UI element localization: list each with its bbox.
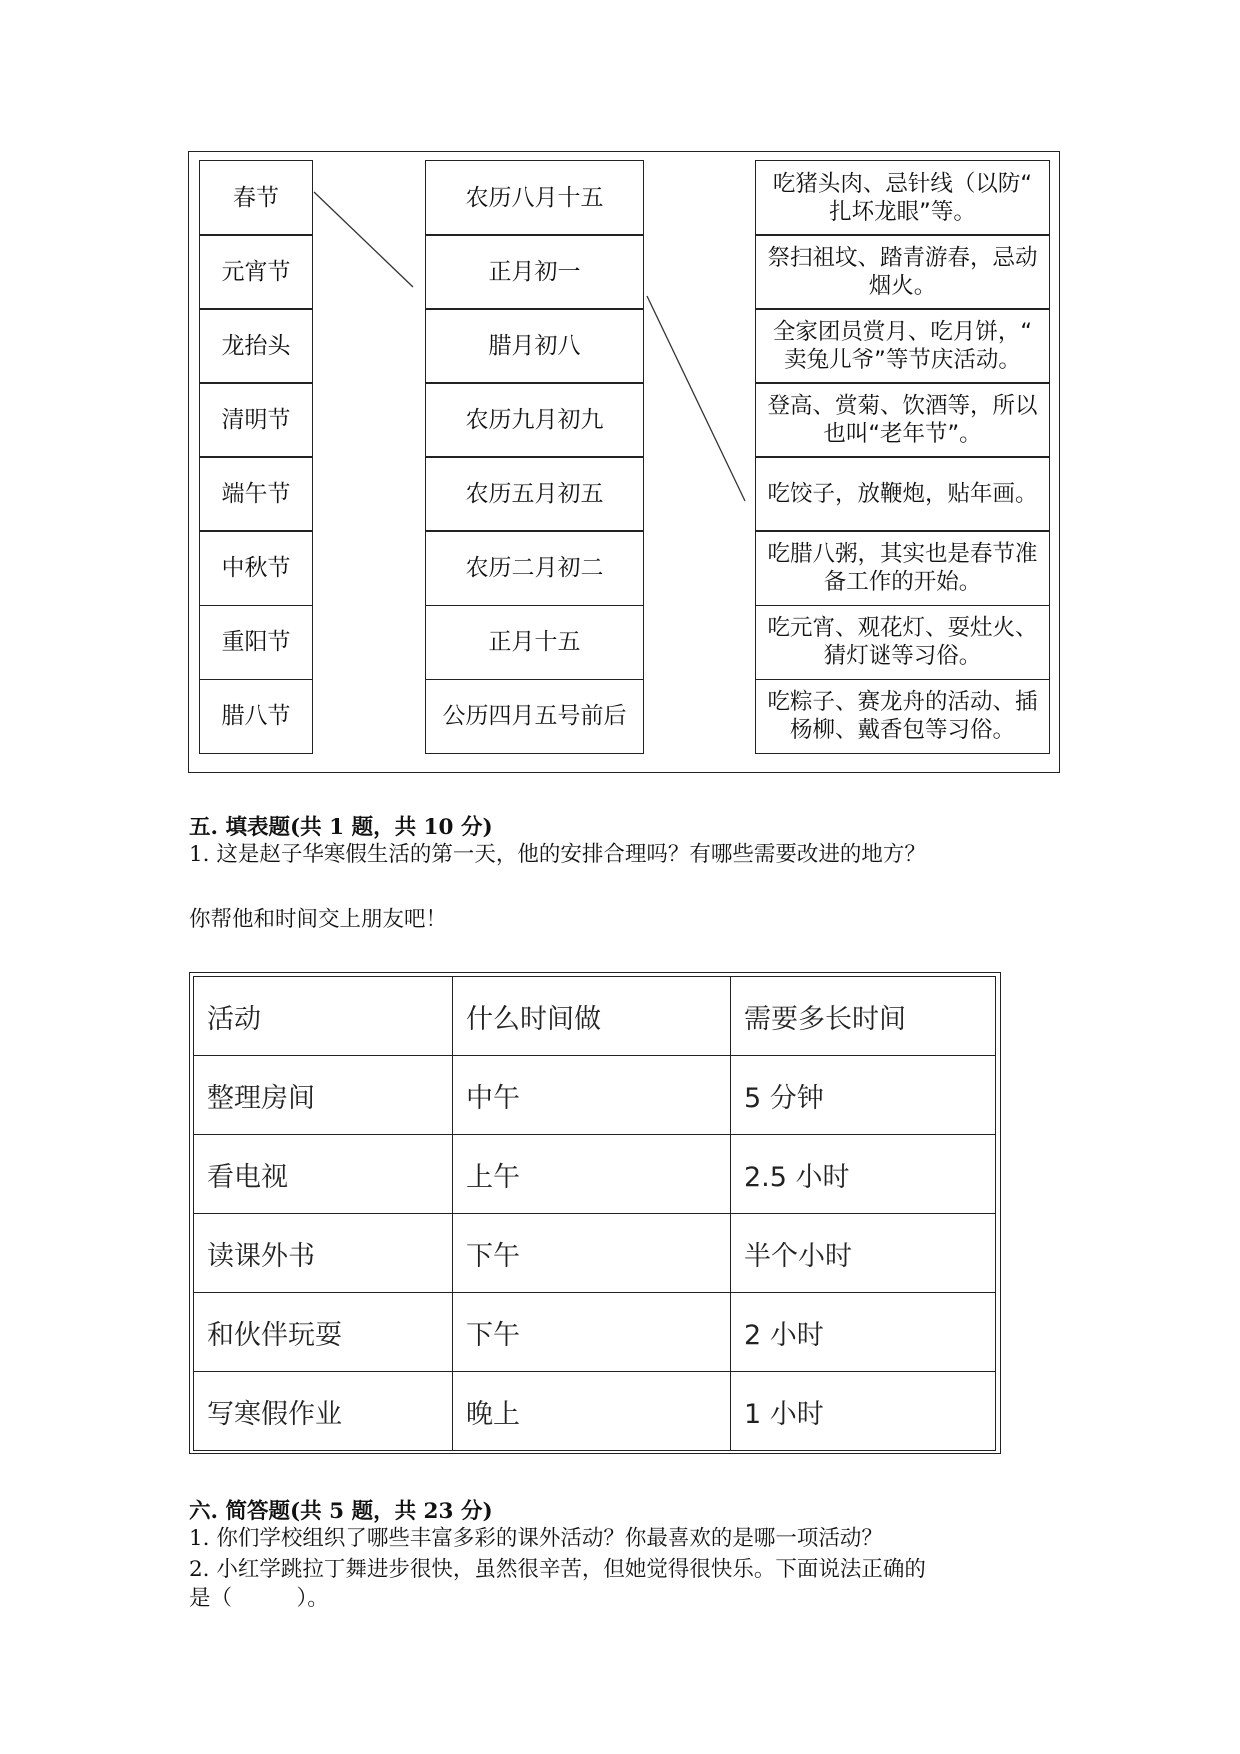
duration-cell: 1 小时 bbox=[731, 1372, 996, 1451]
question-6-2-line1: 2. 小红学跳拉丁舞进步很快，虽然很辛苦，但她觉得很快乐。下面说法正确的 bbox=[189, 1557, 926, 1582]
custom-line: 祭扫祖坟、踏青游春，忌动 bbox=[767, 244, 1038, 271]
section-5-title: 五. 填表题(共 1 题，共 10 分) bbox=[189, 815, 493, 840]
table-row bbox=[194, 1135, 996, 1214]
table-row bbox=[194, 1056, 996, 1135]
date-cell: 农历九月初九 bbox=[425, 382, 644, 458]
activity-cell: 看电视 bbox=[194, 1135, 453, 1214]
header-activity: 活动 bbox=[194, 977, 453, 1056]
date-cell: 农历五月初五 bbox=[425, 456, 644, 532]
table-header-row bbox=[194, 977, 996, 1056]
time-cell: 下午 bbox=[453, 1293, 731, 1372]
date-cell: 正月十五 bbox=[425, 605, 644, 681]
custom-line: 登高、赏菊、饮酒等，所以 bbox=[767, 393, 1038, 420]
custom-line: 吃饺子，放鞭炮，贴年画。 bbox=[767, 481, 1038, 508]
custom-line: 吃元宵、观花灯、耍灶火、 bbox=[767, 615, 1038, 642]
festival-cell: 春节 bbox=[199, 160, 313, 236]
time-cell: 中午 bbox=[453, 1056, 731, 1135]
activity-cell: 整理房间 bbox=[194, 1056, 453, 1135]
festival-cell: 元宵节 bbox=[199, 234, 313, 310]
question-5-1-line1: 1. 这是赵子华寒假生活的第一天，他的安排合理吗？有哪些需要改进的地方？ bbox=[189, 842, 926, 867]
custom-line: 吃猪头肉、忌针线（以防“ bbox=[772, 170, 1033, 197]
date-cell: 腊月初八 bbox=[425, 308, 644, 384]
custom-line: 烟火。 bbox=[868, 272, 937, 299]
activity-cell: 写寒假作业 bbox=[194, 1372, 453, 1451]
matching-lines bbox=[189, 152, 1061, 774]
custom-line: 全家团员赏月、吃月饼，“ bbox=[772, 318, 1033, 345]
festival-cell: 中秋节 bbox=[199, 530, 313, 606]
festival-cell: 腊八节 bbox=[199, 679, 313, 755]
custom-line: 吃粽子、赛龙舟的活动、插 bbox=[767, 689, 1038, 716]
custom-line: 扎坏龙眼”等。 bbox=[829, 198, 976, 225]
winter-schedule-table bbox=[189, 972, 1001, 1454]
festival-cell: 端午节 bbox=[199, 456, 313, 532]
date-cell: 公历四月五号前后 bbox=[425, 679, 644, 755]
table-row bbox=[194, 1293, 996, 1372]
duration-cell: 半个小时 bbox=[731, 1214, 996, 1293]
section-6-title: 六. 简答题(共 5 题，共 23 分) bbox=[189, 1499, 493, 1524]
festival-cell: 重阳节 bbox=[199, 605, 313, 681]
custom-line: 猜灯谜等习俗。 bbox=[823, 643, 982, 670]
header-when: 什么时间做 bbox=[453, 977, 731, 1056]
festival-cell: 清明节 bbox=[199, 382, 313, 458]
activity-cell: 读课外书 bbox=[194, 1214, 453, 1293]
custom-line: 也叫“老年节”。 bbox=[823, 421, 982, 448]
festival-cell: 龙抬头 bbox=[199, 308, 313, 384]
custom-line: 备工作的开始。 bbox=[823, 569, 982, 596]
activity-cell: 和伙伴玩耍 bbox=[194, 1293, 453, 1372]
time-cell: 下午 bbox=[453, 1214, 731, 1293]
time-cell: 上午 bbox=[453, 1135, 731, 1214]
custom-line: 卖兔儿爷”等节庆活动。 bbox=[784, 346, 1021, 373]
question-6-2-line2: 是（ ）。 bbox=[189, 1586, 329, 1611]
date-cell: 农历二月初二 bbox=[425, 530, 644, 606]
duration-cell: 5 分钟 bbox=[731, 1056, 996, 1135]
question-5-1-line2: 你帮他和时间交上朋友吧！ bbox=[189, 907, 448, 932]
header-duration: 需要多长时间 bbox=[731, 977, 996, 1056]
time-cell: 晚上 bbox=[453, 1372, 731, 1451]
custom-line: 杨柳、戴香包等习俗。 bbox=[789, 717, 1015, 744]
table-row bbox=[194, 1372, 996, 1451]
custom-line: 吃腊八粥，其实也是春节准 bbox=[767, 541, 1038, 568]
question-6-1: 1. 你们学校组织了哪些丰富多彩的课外活动？你最喜欢的是哪一项活动？ bbox=[189, 1526, 883, 1551]
duration-cell: 2 小时 bbox=[731, 1293, 996, 1372]
date-cell: 正月初一 bbox=[425, 234, 644, 310]
festival-matching-figure bbox=[188, 151, 1060, 773]
date-cell: 农历八月十五 bbox=[425, 160, 644, 236]
match-line-chunjie bbox=[314, 192, 413, 287]
table-row bbox=[194, 1214, 996, 1293]
duration-cell: 2.5 小时 bbox=[731, 1135, 996, 1214]
match-line-zhengyue bbox=[647, 296, 745, 501]
